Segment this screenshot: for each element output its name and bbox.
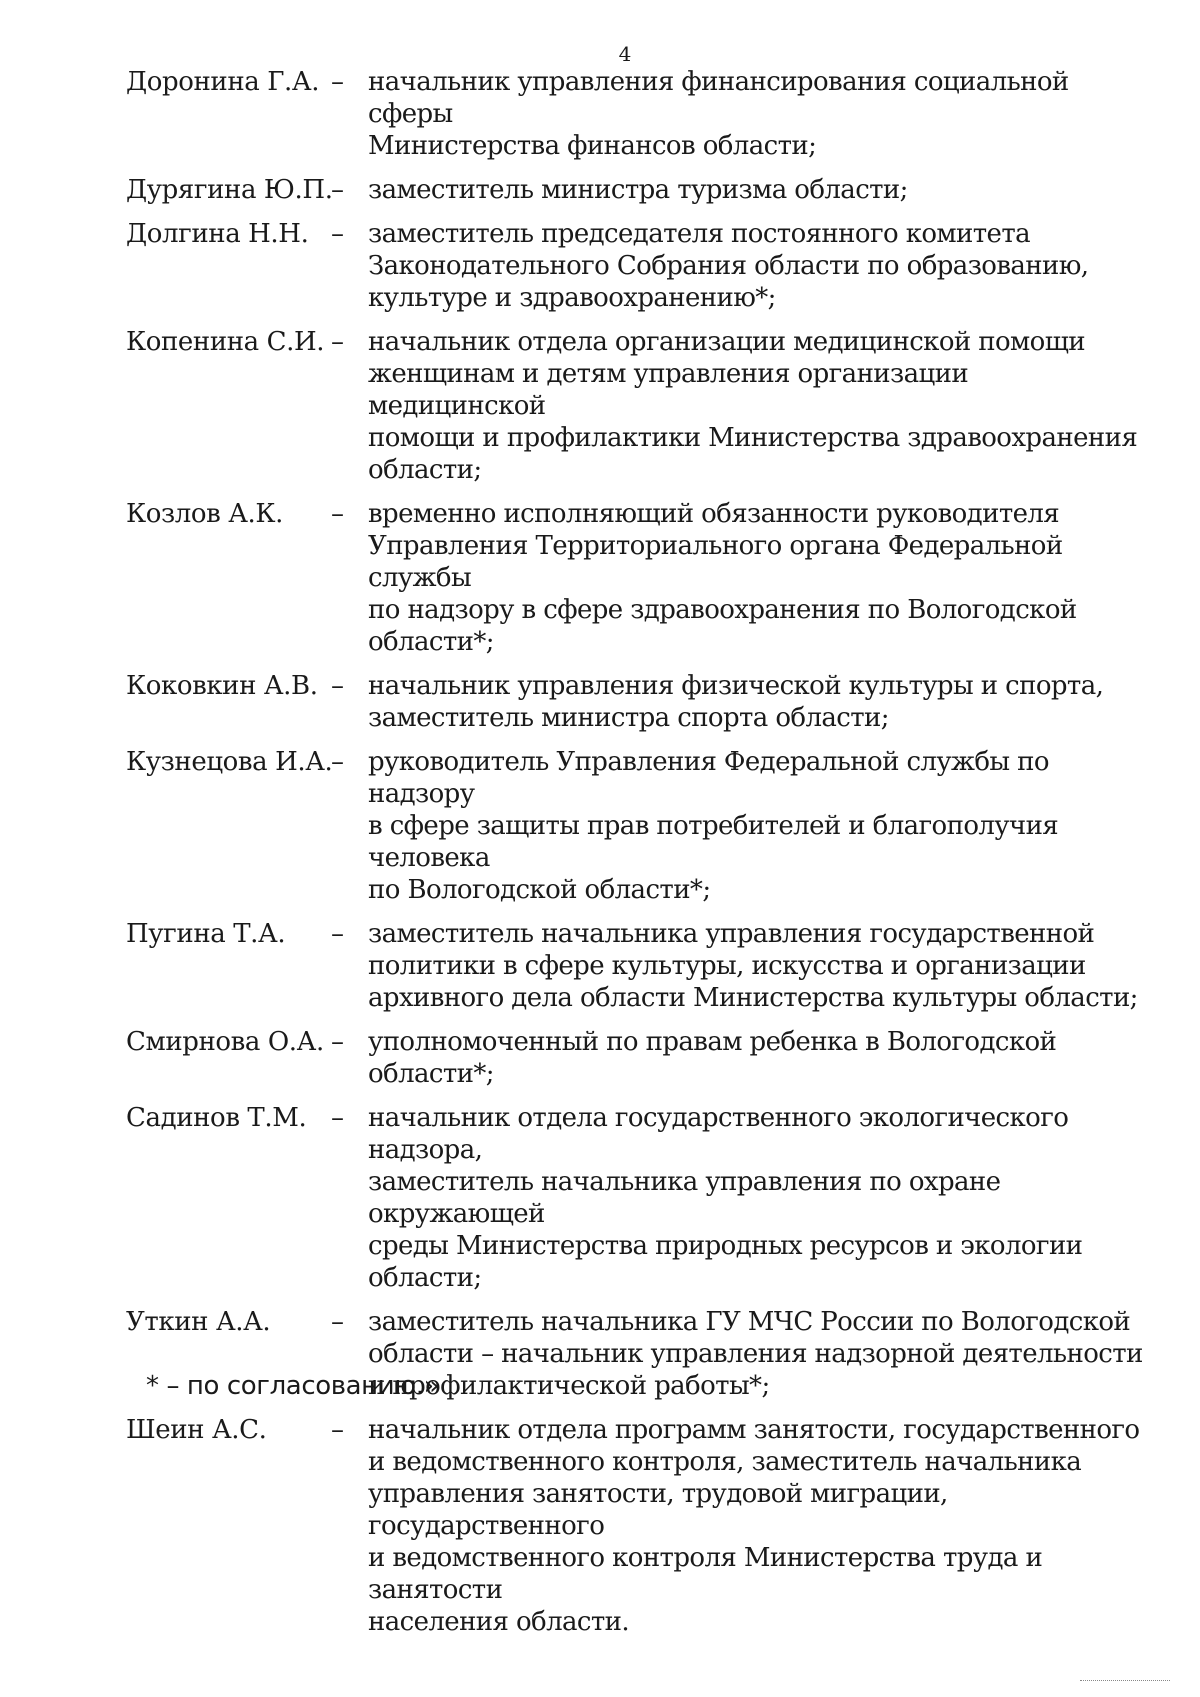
dash: – [331, 1027, 344, 1057]
page-number: 4 [618, 42, 632, 66]
member-name: Кузнецова И.А. [126, 747, 333, 777]
member-name: Дурягина Ю.П. [126, 175, 333, 205]
dash: – [331, 175, 344, 205]
member-position: начальник управления физической культуры и спорта, заместитель министра спорта области; [368, 671, 1104, 733]
member-name: Козлов А.К. [126, 499, 283, 529]
member-position: заместитель начальника управления государственной политики в сфере культуры, искусства и организации архивного дела области Министерства культуры области; [368, 919, 1138, 1013]
list-item [126, 498, 1146, 658]
dash: – [331, 499, 344, 529]
scan-artifact [1080, 1680, 1170, 1689]
dash: – [331, 747, 344, 777]
member-position: заместитель председателя постоянного комитета Законодательного Собрания области по образованию, культуре и здравоохранению*; [368, 219, 1089, 313]
member-name: Садинов Т.М. [126, 1103, 307, 1133]
member-position: временно исполняющий обязанности руководителя Управления Территориального органа Федеральной службы по надзору в сфере здравоохранения по Вологодской области*; [368, 499, 1077, 657]
member-name: Долгина Н.Н. [126, 219, 309, 249]
member-position: заместитель министра туризма области; [368, 175, 908, 205]
member-name: Коковкин А.В. [126, 671, 318, 701]
list-item [126, 174, 1146, 206]
dash: – [331, 219, 344, 249]
list-item [126, 1414, 1146, 1638]
list-item [126, 918, 1146, 1014]
list-item [126, 326, 1146, 486]
member-list [126, 66, 1146, 1650]
member-name: Доронина Г.А. [126, 67, 320, 97]
member-position: начальник управления финансирования социальной сферы Министерства финансов области; [368, 67, 1069, 161]
list-item [126, 1026, 1146, 1090]
footnote: * – по согласованию.» [146, 1371, 440, 1401]
list-item [126, 66, 1146, 162]
member-name: Шеин А.С. [126, 1415, 267, 1445]
member-name: Уткин А.А. [126, 1307, 271, 1337]
dash: – [331, 1307, 344, 1337]
member-name: Копенина С.И. [126, 327, 325, 357]
dash: – [331, 919, 344, 949]
list-item [126, 218, 1146, 314]
member-position: начальник отдела организации медицинской помощи женщинам и детям управления организации медицинской помощи и профилактики Министерства здравоохранения области; [368, 327, 1138, 485]
dash: – [331, 1103, 344, 1133]
list-item [126, 746, 1146, 906]
member-position: начальник отдела государственного экологического надзора, заместитель начальника управления по охране окружающей среды Министерства природных ресурсов и экологии области; [368, 1103, 1083, 1293]
member-name: Смирнова О.А. [126, 1027, 324, 1057]
member-position: руководитель Управления Федеральной службы по надзору в сфере защиты прав потребителей и благополучия человека по Вологодской области*; [368, 747, 1059, 905]
list-item [126, 1102, 1146, 1294]
member-name: Пугина Т.А. [126, 919, 286, 949]
member-position: заместитель начальника ГУ МЧС России по Вологодской области – начальник управления надзорной деятельности и профилактической работы*; [368, 1307, 1143, 1401]
dash: – [331, 671, 344, 701]
member-position: начальник отдела программ занятости, государственного и ведомственного контроля, заместитель начальника управления занятости, трудовой миграции, государственного и ведомственного контроля Министерства труда и занятости населения области. [368, 1415, 1140, 1637]
dash: – [331, 67, 344, 97]
dash: – [331, 1415, 344, 1445]
dash: – [331, 327, 344, 357]
list-item [126, 670, 1146, 734]
member-position: уполномоченный по правам ребенка в Вологодской области*; [368, 1027, 1057, 1089]
